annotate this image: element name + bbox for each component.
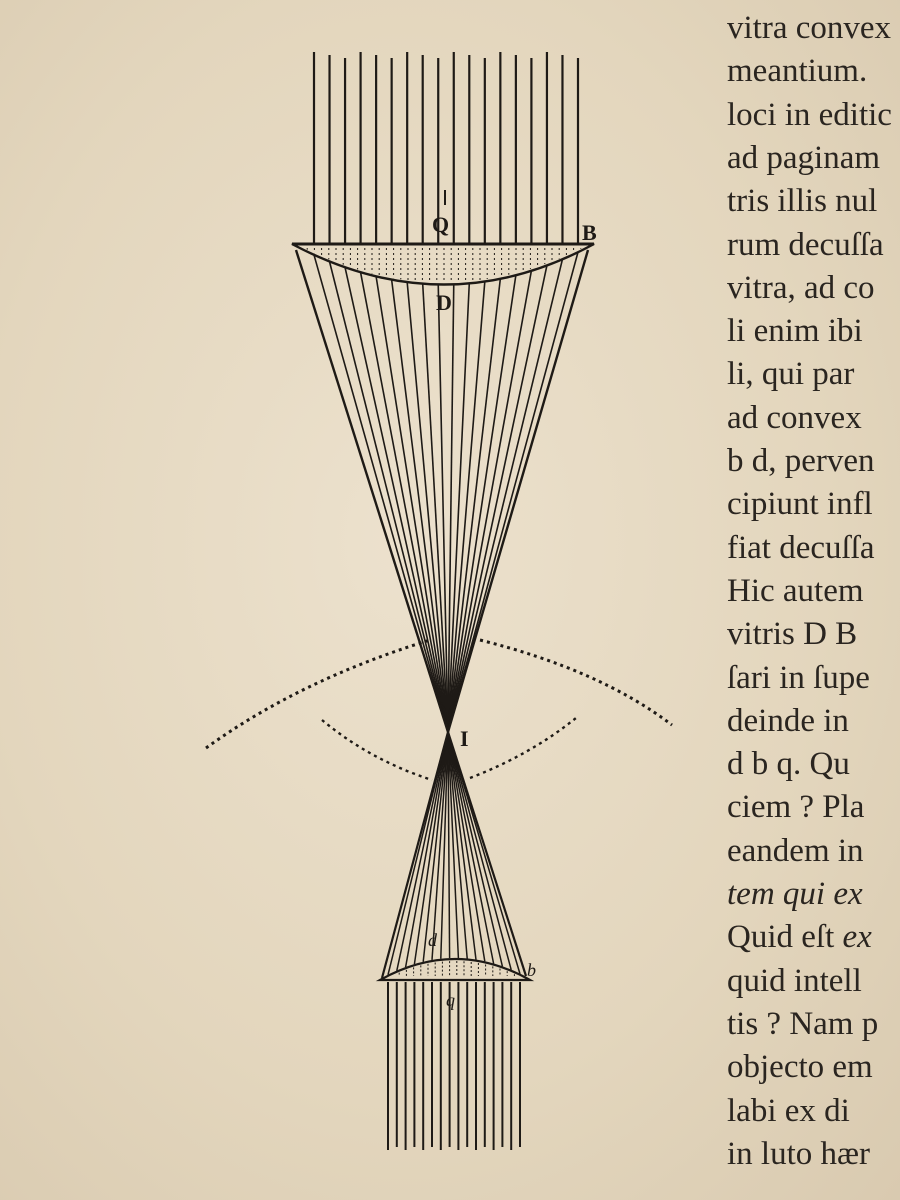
edge-ray	[448, 732, 526, 976]
text-line: Quid eſt ex	[727, 919, 872, 956]
text-line: eandem in	[727, 832, 864, 869]
text-line: d b q. Qu	[727, 746, 850, 783]
lens-outline	[292, 244, 594, 285]
text-line: objecto em	[727, 1049, 873, 1086]
text-line: Hic autem	[727, 572, 864, 609]
text-line: ad convex	[727, 399, 862, 436]
label-d: d	[428, 930, 437, 950]
text-line: labi ex di	[727, 1092, 850, 1129]
diverging-ray	[448, 732, 502, 966]
label-Q: Q	[432, 212, 450, 237]
converging-ray	[376, 277, 448, 732]
lens-outline	[380, 959, 530, 980]
label-D: D	[436, 290, 452, 315]
converging-ray	[448, 265, 547, 732]
converging-ray	[345, 267, 448, 732]
right-inner-arc	[470, 718, 576, 778]
converging-rays	[296, 250, 588, 732]
diverging-ray	[448, 732, 476, 960]
text-line: fiat decuſſa	[727, 529, 875, 566]
converging-ray	[448, 271, 531, 732]
text-line: loci in editic	[727, 96, 892, 133]
text-line: tis ? Nam p	[727, 1005, 879, 1042]
diverging-ray	[448, 732, 494, 964]
edge-ray	[448, 250, 588, 732]
text-line: vitris D B	[727, 616, 858, 653]
text-line: quid intell	[727, 962, 862, 999]
converging-ray	[448, 279, 500, 732]
label-q: q	[446, 990, 455, 1010]
text-line: li, qui par	[727, 356, 855, 393]
text-line: li enim ibi	[727, 313, 863, 350]
text-line: meantium.	[727, 53, 868, 90]
lower-convex-lens	[380, 959, 530, 980]
latin-text-column	[727, 8, 900, 1200]
text-line: ſari in ſupe	[727, 659, 870, 696]
text-line: tem qui ex	[727, 876, 863, 912]
text-line: vitra, ad co	[727, 269, 875, 306]
text-line: deinde in	[727, 702, 849, 739]
text-line: in luto hær	[727, 1135, 871, 1172]
text-line: ciem ? Pla	[727, 789, 865, 826]
left-inner-arc	[322, 720, 432, 780]
text-line: vitra convex	[727, 10, 892, 46]
diverging-rays	[382, 732, 526, 978]
text-line: cipiunt infl	[727, 486, 873, 523]
converging-ray	[314, 255, 448, 732]
right-outer-arc	[480, 640, 672, 725]
text-line: tris illis nul	[727, 183, 878, 220]
label-B: B	[582, 220, 597, 245]
text-line: rum decuſſa	[727, 226, 884, 263]
label-b: b	[527, 960, 536, 980]
upper-convex-lens	[292, 244, 594, 285]
text-line: b d, perven	[727, 443, 875, 479]
text-line: ad paginam	[727, 139, 881, 176]
left-outer-arc	[206, 640, 430, 748]
label-I: I	[460, 726, 469, 751]
edge-ray	[382, 732, 448, 978]
converging-ray	[330, 262, 448, 732]
converging-ray	[448, 259, 562, 732]
